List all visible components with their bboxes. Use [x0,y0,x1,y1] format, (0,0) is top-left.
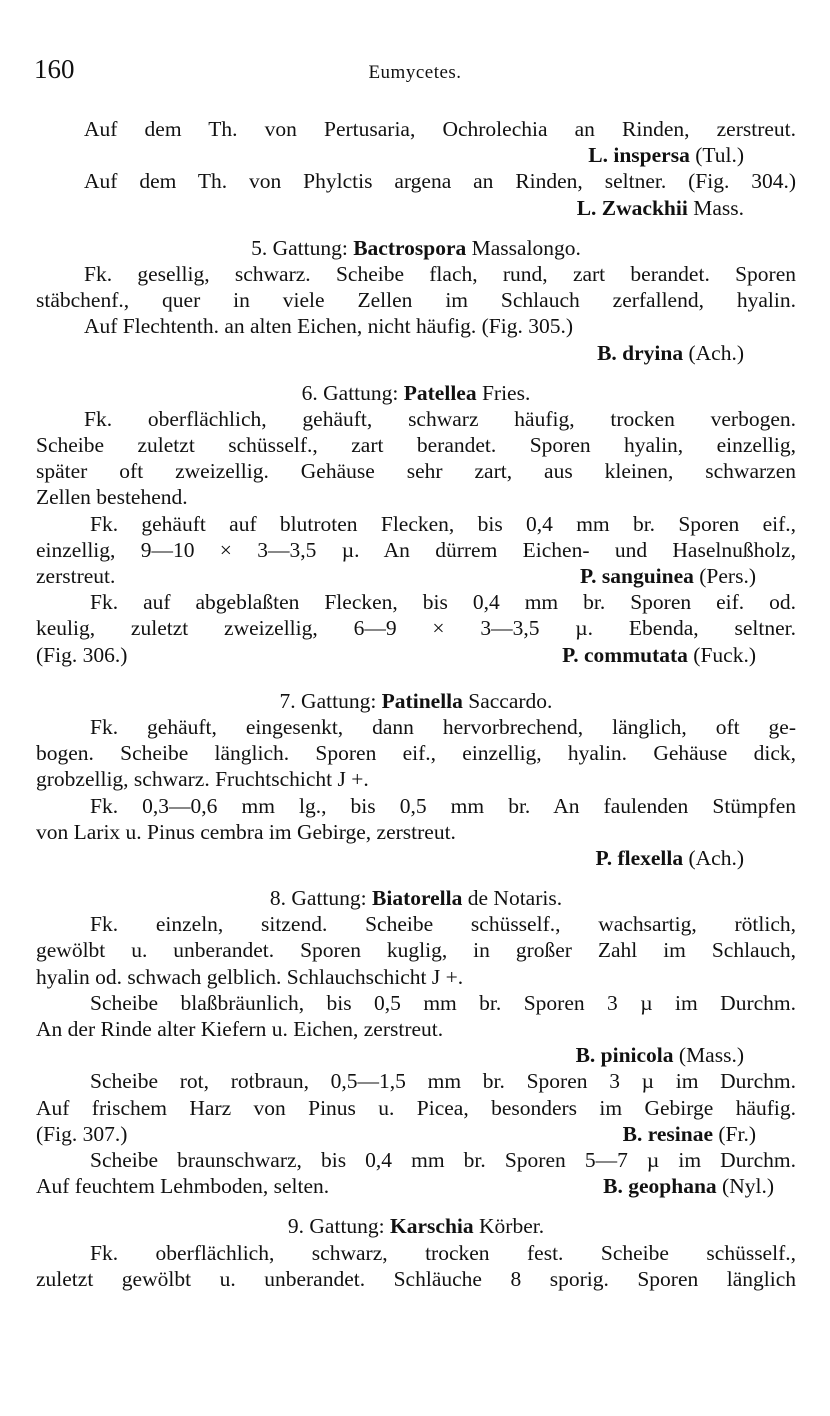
species-entry [603,1173,796,1199]
species-name: B. resinae [622,1121,713,1146]
genus-author: Massalongo. [466,235,581,260]
species-line [36,142,796,168]
text-line: Auf dem Th. von Phylctis argena an Rinden, seltner. (Fig. 304.) [84,169,796,194]
species-author: (Ach.) [683,340,744,365]
text-line: Scheibe rot, rotbraun, 0,5—1,5 mm br. Sporen 3 µ im Durchm. [90,1069,796,1094]
species-name: L. inspersa [588,143,690,168]
species-name: B. geophana [603,1174,717,1199]
species-name: P. flexella [595,845,684,870]
text-line: bogen. Scheibe länglich. Sporen eif., einzellig, hyalin. Gehäuse dick, [36,741,796,766]
genus-number: 5. Gattung: [251,235,354,260]
text-line: Fk. gehäuft, eingesenkt, dann hervorbrechend, länglich, oft ge- [90,714,796,739]
text-line: grobzellig, schwarz. Fruchtschicht J +. [36,767,369,792]
figure-reference: (Fig. 307.) [36,1121,128,1146]
text-line: Fk. einzeln, sitzend. Scheibe schüsself., wachsartig, rötlich, [90,912,796,937]
species-name: B. dryina [597,340,684,365]
text-line: Scheibe zuletzt schüsself., zart berandet. Sporen hyalin, einzellig, [36,433,796,458]
genus-number: 6. Gattung: [301,380,404,405]
species-line [36,195,796,221]
genus-heading [36,235,796,261]
text-line: An der Rinde alter Kiefern u. Eichen, zerstreut. [36,1017,444,1041]
species-entry [623,1121,796,1147]
species-author: (Pers.) [693,564,756,588]
genus-name: Patinella [381,688,463,713]
genus-author: Saccardo. [462,688,553,713]
species-name: P. commutata [562,642,688,667]
spacer [36,668,796,688]
species-author: (Ach.) [683,845,744,870]
species-name: L. Zwackhii [576,195,688,220]
text-line: Scheibe blaßbräunlich, bis 0,5 mm br. Sporen 3 µ im Durchm. [90,990,796,1015]
species-name: B. pinicola [575,1043,674,1068]
genus-number: 8. Gattung: [269,886,373,911]
species-line [36,642,796,668]
genus-heading [36,1213,796,1239]
text-line: Auf frischem Harz von Pinus u. Picea, besonders im Gebirge häufig. [36,1095,796,1120]
page-body [36,116,796,1292]
text-line: Fk. oberflächlich, schwarz, trocken fest. Scheibe schüsself., [90,1240,796,1265]
text-line: stäbchenf., quer in viele Zellen im Schlauch zerfallend, hyalin. [36,288,796,313]
species-line [36,1042,796,1068]
species-line [36,340,796,366]
text-line: gewölbt u. unberandet. Sporen kuglig, in großer Zahl im Schlauch, [36,938,796,963]
text-line: Auf dem Th. von Pertusaria, Ochrolechia an Rinden, zerstreut. [84,117,796,141]
text-line: Fk. 0,3—0,6 mm lg., bis 0,5 mm br. An faulenden Stümpfen [90,793,796,818]
species-author: Mass. [687,195,744,220]
species-author: (Fr.) [713,1121,756,1146]
genus-number: 7. Gattung: [279,688,382,713]
species-name: P. sanguinea [579,564,694,588]
text-line: keulig, zuletzt zweizellig, 6—9 × 3—3,5 µ. Ebenda, seltner. [36,616,796,641]
species-line [36,563,796,589]
genus-author: Fries. [476,380,531,405]
species-entry [580,563,796,589]
species-author: (Nyl.) [716,1174,774,1199]
text-fragment: Auf feuchtem Lehmboden, selten. [36,1174,330,1199]
genus-heading [36,885,796,911]
page-header [34,54,796,90]
genus-number: 9. Gattung: [287,1214,391,1239]
genus-author: de Notaris. [462,886,563,911]
text-line: Fk. oberflächlich, gehäuft, schwarz häufig, trocken verbogen. [84,406,796,431]
text-line: hyalin od. schwach gelblich. Schlauchschicht J +. [36,964,464,989]
text-line: zuletzt gewölbt u. unberandet. Schläuche 8 sporig. Sporen länglich [36,1266,796,1291]
text-line: Fk. gehäuft auf blutroten Flecken, bis 0,4 mm br. Sporen eif., [90,511,796,536]
species-line [36,1173,796,1199]
running-title: Eumycetes. [368,62,462,83]
text-line: Fk. auf abgeblaßten Flecken, bis 0,4 mm br. Sporen eif. od. [90,590,796,615]
spacer [36,1199,796,1213]
genus-name: Patellea [403,380,477,405]
species-entry [562,642,796,668]
figure-reference: (Fig. 306.) [36,642,128,667]
genus-name: Biatorella [372,886,463,911]
genus-heading [36,688,796,714]
species-author: (Tul.) [689,143,744,168]
text-line: später oft zweizellig. Gehäuse sehr zart, aus kleinen, schwarzen [36,459,796,484]
text-line: Auf Flechtenth. an alten Eichen, nicht häufig. (Fig. 305.) [84,314,573,339]
species-line [36,1121,796,1147]
spacer [36,366,796,380]
species-author: (Mass.) [673,1043,744,1068]
text-line: Fk. gesellig, schwarz. Scheibe flach, rund, zart berandet. Sporen [84,261,796,286]
genus-name: Karschia [390,1214,474,1239]
genus-heading [36,380,796,406]
genus-author: Körber. [473,1214,545,1239]
text-line: von Larix u. Pinus cembra im Gebirge, zerstreut. [36,819,456,844]
species-author: (Fuck.) [687,642,756,667]
species-line [36,845,796,871]
genus-name: Bactrospora [353,235,467,260]
page-number: 160 [34,54,75,84]
text-line: Scheibe braunschwarz, bis 0,4 mm br. Sporen 5—7 µ im Durchm. [90,1147,796,1172]
text-fragment: zerstreut. [36,564,116,588]
spacer [36,221,796,235]
spacer [36,871,796,885]
text-line: einzellig, 9—10 × 3—3,5 µ. An dürrem Eichen- und Haselnußholz, [36,537,796,562]
text-line: Zellen bestehend. [36,485,188,510]
